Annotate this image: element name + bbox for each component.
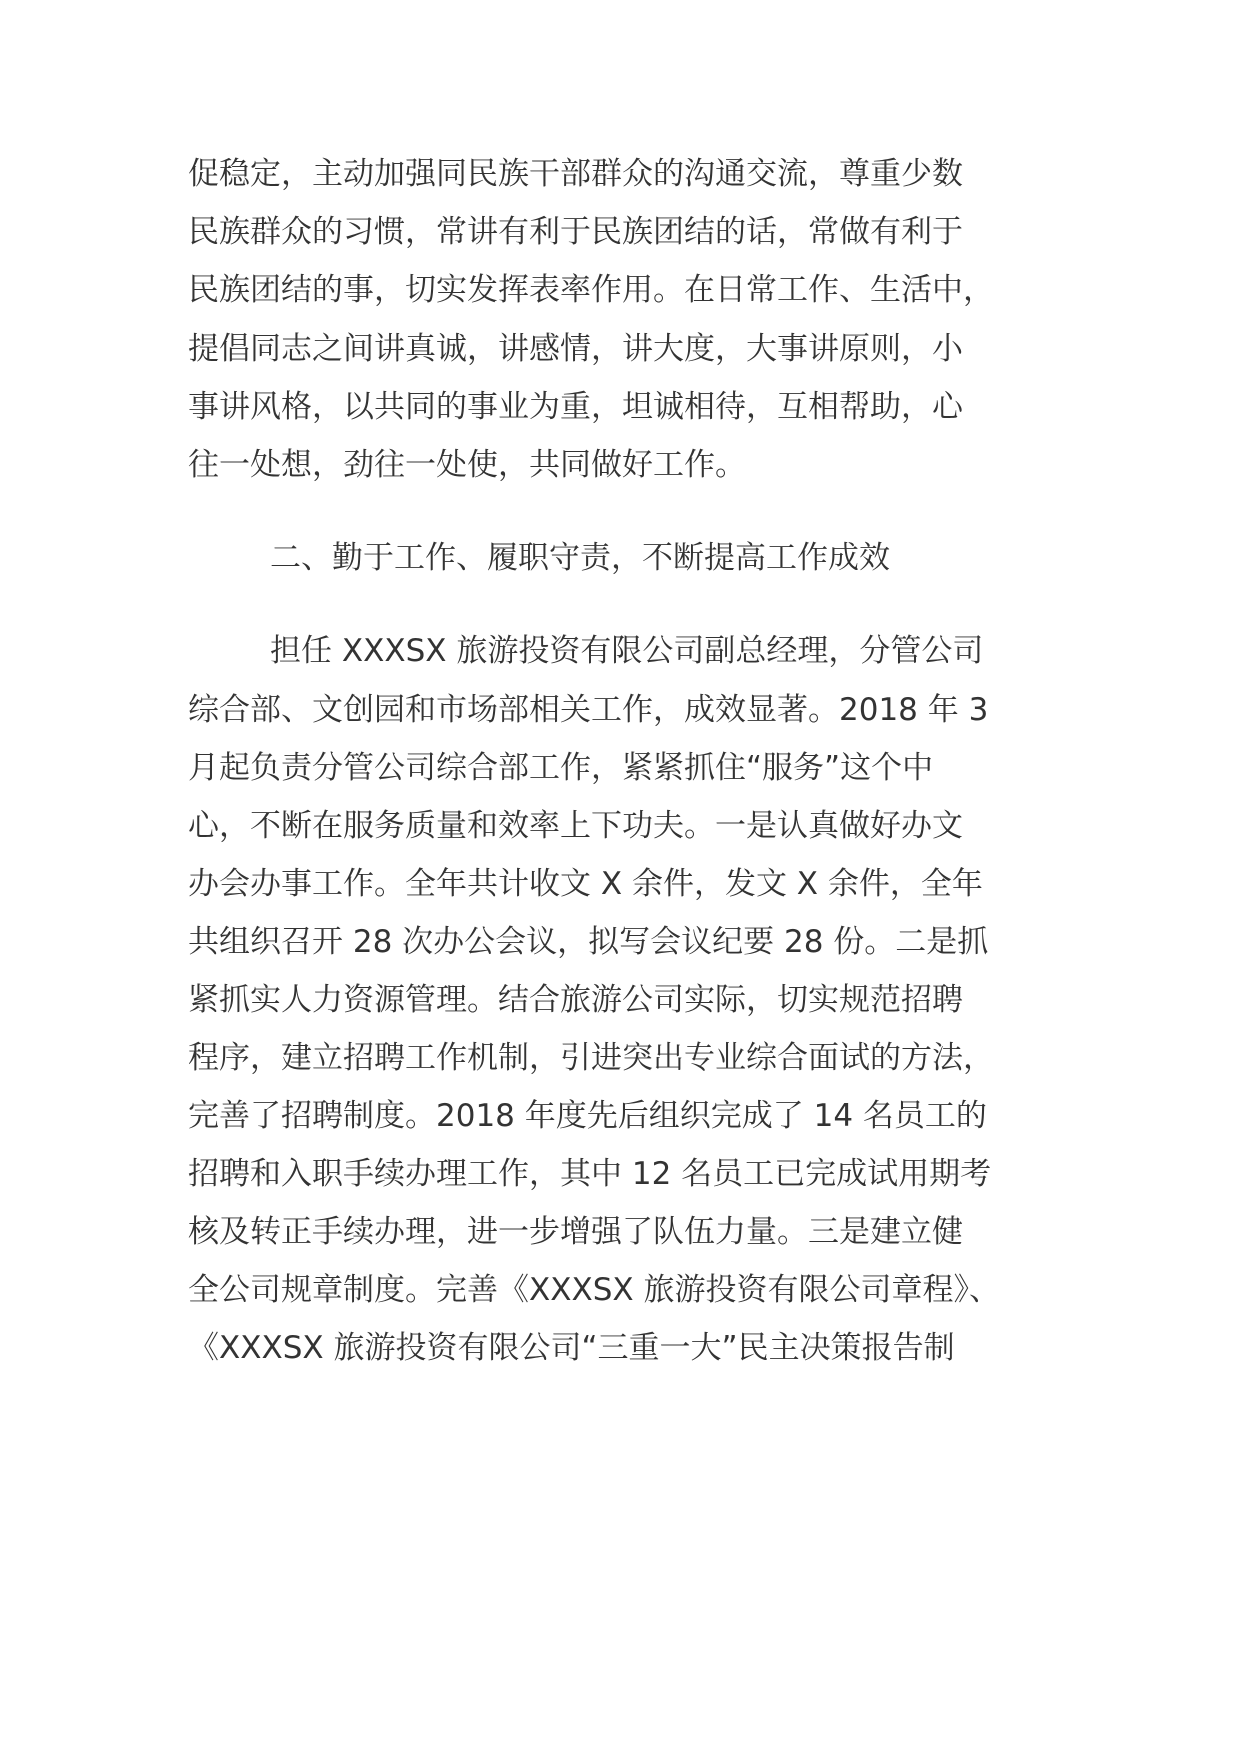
paragraph-1-line-2: 民族群众的习惯，常讲有利于民族团结的话，常做有利于: [188, 214, 963, 250]
paragraph-2-line-5: 办会办事工作。全年共计收文 X 余件，发文 X 余件，全年: [188, 866, 983, 902]
section-heading: 二、勤于工作、履职守责，不断提高工作成效: [270, 540, 890, 576]
paragraph-1-line-5: 事讲风格，以共同的事业为重，坦诚相待，互相帮助，心: [188, 389, 963, 425]
paragraph-2-line-1: 担任 XXXSX 旅游投资有限公司副总经理，分管公司: [270, 633, 984, 669]
paragraph-1-line-6: 往一处想，劲往一处使，共同做好工作。: [188, 447, 746, 483]
paragraph-2-line-4: 心，不断在服务质量和效率上下功夫。一是认真做好办文: [188, 808, 963, 844]
paragraph-1-line-4: 提倡同志之间讲真诚，讲感情，讲大度，大事讲原则，小: [188, 331, 963, 367]
paragraph-2-line-2: 综合部、文创园和市场部相关工作，成效显著。2018 年 3: [188, 692, 989, 728]
paragraph-2-line-10: 招聘和入职手续办理工作，其中 12 名员工已完成试用期考: [188, 1156, 992, 1192]
paragraph-2-line-12: 全公司规章制度。完善《XXXSX 旅游投资有限公司章程》、: [188, 1272, 1000, 1308]
paragraph-1-line-1: 促稳定，主动加强同民族干部群众的沟通交流，尊重少数: [188, 156, 963, 192]
paragraph-2-line-9: 完善了招聘制度。2018 年度先后组织完成了 14 名员工的: [188, 1098, 987, 1134]
paragraph-2-line-3: 月起负责分管公司综合部工作，紧紧抓住“服务”这个中: [188, 750, 934, 786]
paragraph-2-line-11: 核及转正手续办理，进一步增强了队伍力量。三是建立健: [188, 1214, 963, 1250]
paragraph-2-line-6: 共组织召开 28 次办公会议，拟写会议纪要 28 份。二是抓: [188, 924, 989, 960]
paragraph-2-line-8: 程序，建立招聘工作机制，引进突出专业综合面试的方法，: [188, 1040, 994, 1076]
paragraph-2-line-13: 《XXXSX 旅游投资有限公司“三重一大”民主决策报告制: [188, 1330, 955, 1366]
paragraph-2-line-7: 紧抓实人力资源管理。结合旅游公司实际，切实规范招聘: [188, 982, 963, 1018]
paragraph-1-line-3: 民族团结的事，切实发挥表率作用。在日常工作、生活中，: [188, 272, 994, 308]
